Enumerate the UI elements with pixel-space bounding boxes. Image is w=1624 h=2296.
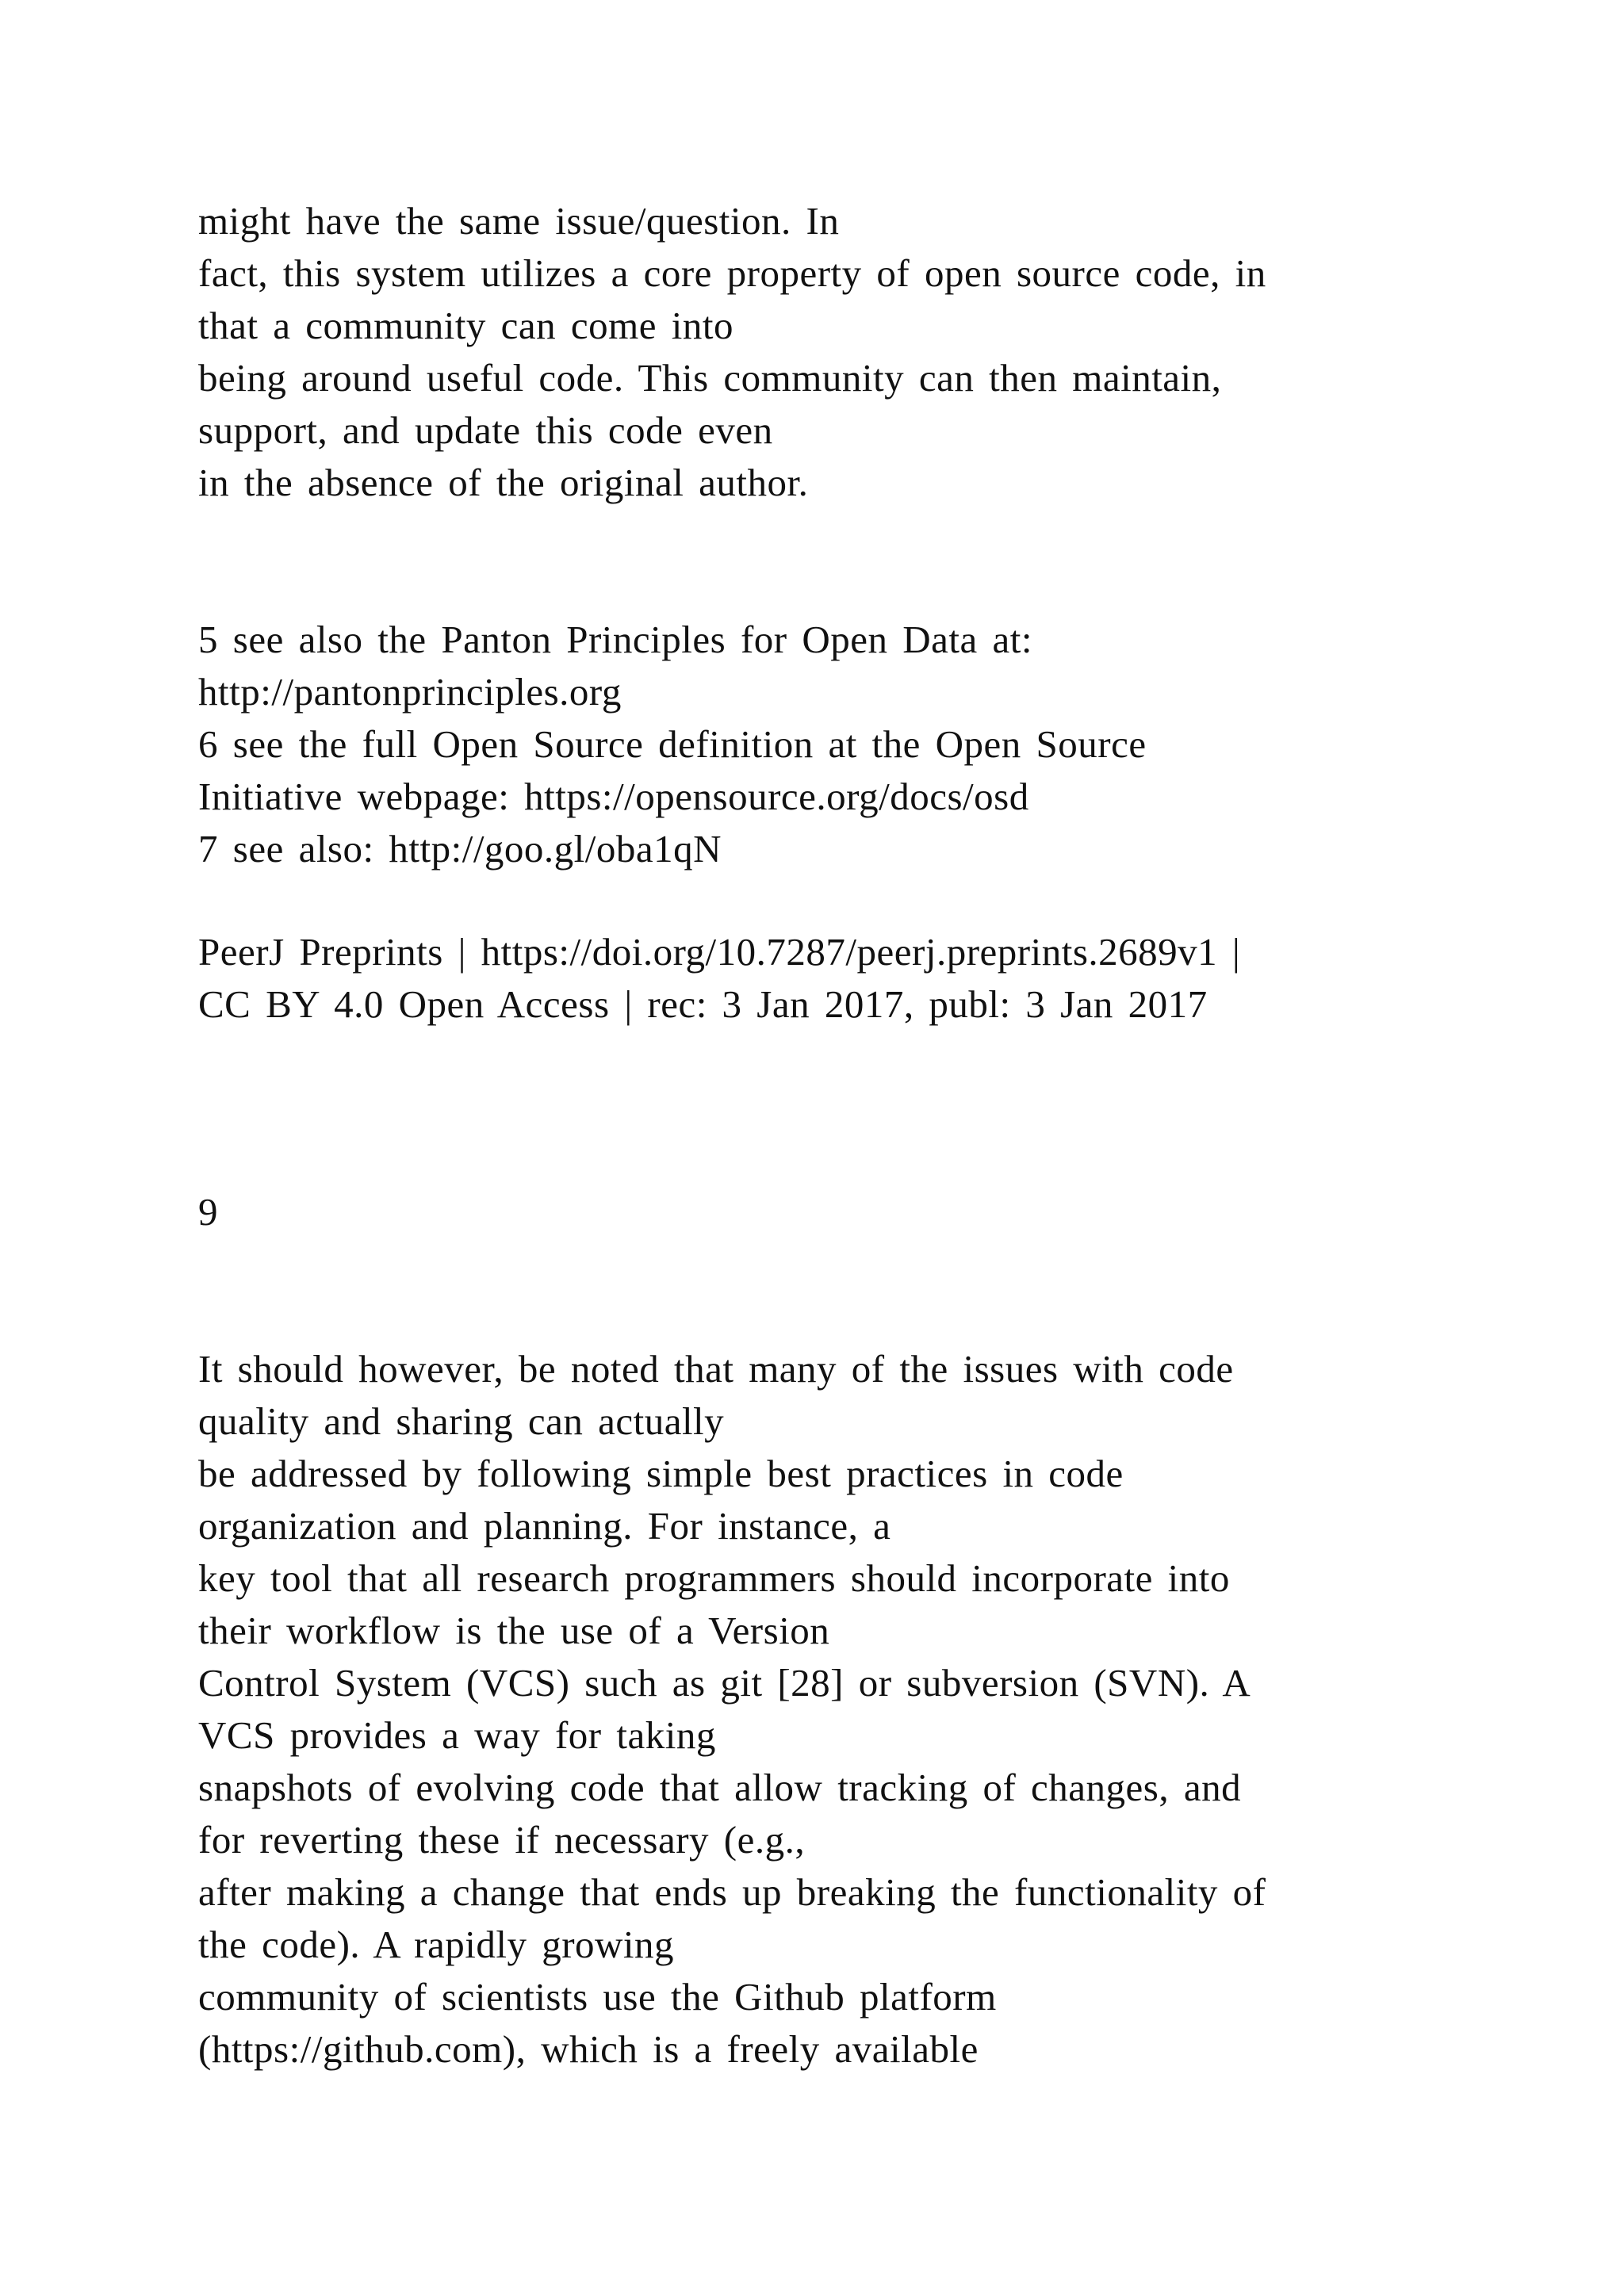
text-line: being around useful code. This community can then maintain, — [198, 356, 1222, 400]
text-line: support, and update this code even — [198, 408, 773, 452]
bottom-paragraph — [198, 1343, 1546, 2076]
page-number-block — [198, 1186, 1546, 1238]
top-paragraph — [198, 195, 1546, 509]
footer-line: PeerJ Preprints | https://doi.org/10.7287/peerj.preprints.2689v1 | — [198, 930, 1241, 974]
text-line: VCS provides a way for taking — [198, 1713, 716, 1757]
text-line: snapshots of evolving code that allow tracking of changes, and — [198, 1766, 1242, 1809]
footnote-link[interactable]: http://pantonprinciples.org — [198, 670, 622, 714]
text-line: quality and sharing can actually — [198, 1399, 725, 1443]
text-line: fact, this system utilizes a core property of open source code, in — [198, 251, 1266, 295]
text-line: that a community can come into — [198, 304, 734, 347]
text-line: in the absence of the original author. — [198, 461, 809, 504]
text-line: the code). A rapidly growing — [198, 1923, 675, 1966]
text-line: (https://github.com), which is a freely available — [198, 2027, 979, 2071]
text-line: It should however, be noted that many of the issues with code — [198, 1347, 1234, 1391]
footnotes — [198, 614, 1546, 875]
text-line: be addressed by following simple best practices in code — [198, 1452, 1124, 1495]
text-line: after making a change that ends up breaking the functionality of — [198, 1870, 1266, 1914]
text-line: might have the same issue/question. In — [198, 199, 840, 243]
page-number: 9 — [198, 1190, 218, 1234]
text-line: for reverting these if necessary (e.g., — [198, 1818, 806, 1862]
text-line: community of scientists use the Github platform — [198, 1975, 997, 2019]
footer-line: CC BY 4.0 Open Access | rec: 3 Jan 2017, publ: 3 Jan 2017 — [198, 982, 1208, 1026]
footnote-line: Initiative webpage: https://opensource.org/docs/osd — [198, 775, 1029, 818]
text-line: Control System (VCS) such as git [28] or subversion (SVN). A — [198, 1661, 1251, 1705]
footnote-line: 5 see also the Panton Principles for Open Data at: — [198, 618, 1032, 661]
text-line: organization and planning. For instance, a — [198, 1504, 891, 1548]
preprint-footer — [198, 926, 1546, 1031]
text-line: their workflow is the use of a Version — [198, 1609, 830, 1652]
footnote-line: 7 see also: http://goo.gl/oba1qN — [198, 827, 722, 871]
footnote-line: 6 see the full Open Source definition at the Open Source — [198, 722, 1147, 766]
text-line: key tool that all research programmers should incorporate into — [198, 1556, 1230, 1600]
